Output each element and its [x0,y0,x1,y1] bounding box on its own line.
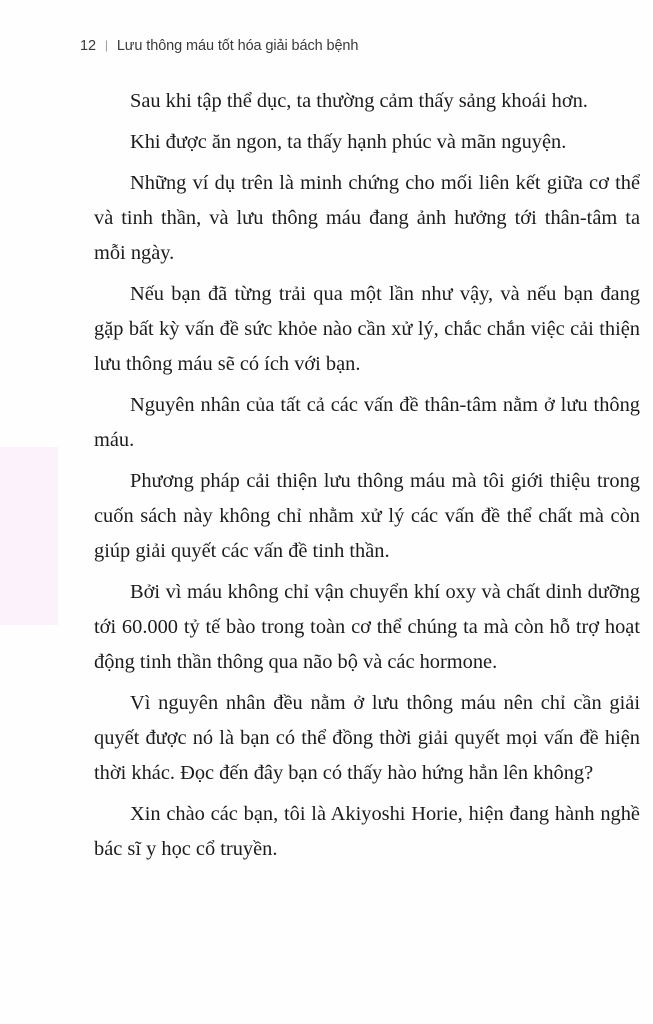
paragraph: Vì nguyên nhân đều nằm ở lưu thông máu nên chỉ cần giải quyết được nó là bạn có thể đồng thời giải quyết mọi vấn đề hiện thời khác. Đọc đến đây bạn có thấy hào hứng hẳn lên không? [94,692,640,784]
page-number: 12 [80,38,96,54]
paragraph: Bởi vì máu không chỉ vận chuyển khí oxy và chất dinh dưỡng tới 60.000 tỷ tế bào trong toàn cơ thể chúng ta mà còn hỗ trợ hoạt động tinh thần thông qua não bộ và các hormone. [94,581,640,673]
paragraph: Những ví dụ trên là minh chứng cho mối liên kết giữa cơ thể và tinh thần, và lưu thông máu đang ảnh hưởng tới thân-tâm ta mỗi ngày. [94,172,640,264]
body-text [94,84,640,873]
paragraph: Nguyên nhân của tất cả các vấn đề thân-tâm nằm ở lưu thông máu. [94,394,640,451]
running-header [80,38,358,54]
running-title: Lưu thông máu tốt hóa giải bách bệnh [116,38,359,54]
header-separator: | [104,38,108,52]
paragraph: Xin chào các bạn, tôi là Akiyoshi Horie, hiện đang hành nghề bác sĩ y học cổ truyền. [94,803,640,860]
paragraph: Nếu bạn đã từng trải qua một lần như vậy, và nếu bạn đang gặp bất kỳ vấn đề sức khỏe nào cần xử lý, chắc chắn việc cải thiện lưu thông máu sẽ có ích với bạn. [94,283,640,375]
paragraph: Khi được ăn ngon, ta thấy hạnh phúc và mãn nguyện. [130,131,567,153]
paragraph: Sau khi tập thể dục, ta thường cảm thấy sảng khoái hơn. [130,90,588,112]
paragraph: Phương pháp cải thiện lưu thông máu mà tôi giới thiệu trong cuốn sách này không chỉ nhằm xử lý các vấn đề thể chất mà còn giúp giải quyết các vấn đề tinh thần. [94,470,640,562]
page-edge-tint [0,447,58,625]
